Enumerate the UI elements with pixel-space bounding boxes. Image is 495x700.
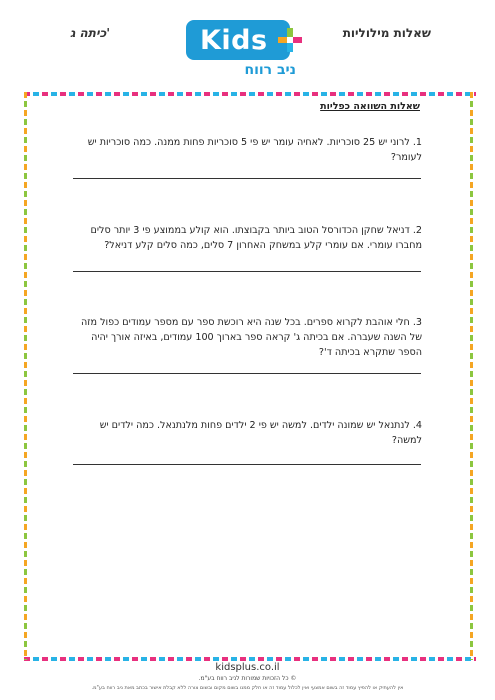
kids-plus-logo xyxy=(186,20,306,82)
frame-bottom-border xyxy=(24,657,476,661)
plus-icon xyxy=(278,28,302,52)
frame-left-border xyxy=(24,92,27,660)
question-3: 3. חלי אוהבת לקרוא ספרים. בכל שנה היא רוכשת ספר עם מספר עמודים כפול מזה של השנה שעברה. אם בכיתה ג' קראה ספר בארוך 100 עמודים, באיזה אורך יהיה הספר שתקרא בכיתה ד'? xyxy=(80,317,422,358)
question-2: 2. דניאל שחקן הכדורסל הטוב ביותר בקבוצתו. הוא קולע בממוצע פי 3 יותר סלים מחברו עומרי. אם עומרי קלע במשחק האחרון 7 סלים, כמה סלים קלע דניאל? xyxy=(90,225,422,251)
footer-copyright: © כל הזכויות שמורות לניב רווח בע"מ. xyxy=(198,675,297,682)
logo-box xyxy=(186,20,290,60)
answer-line-3[interactable] xyxy=(73,373,421,374)
frame-top-border xyxy=(24,92,476,96)
section-title: שאלות השוואה כפליות xyxy=(320,101,420,112)
logo-text: Kids xyxy=(200,24,268,56)
answer-line-2[interactable] xyxy=(73,271,421,272)
topic-label: שאלות מילוליות xyxy=(342,26,431,40)
footer-website: kidsplus.co.il xyxy=(215,662,280,673)
answer-line-1[interactable] xyxy=(73,178,421,179)
logo-subtitle: ניב רווח xyxy=(244,62,296,78)
question-4: 4. לנתנאל יש שמונה ילדים. למשה יש פי 2 ילדים פחות מלנתנאל. כמה ילדים יש למשה? xyxy=(99,420,422,446)
answer-line-4[interactable] xyxy=(73,464,421,465)
grade-label: כיתה ג' xyxy=(70,26,110,40)
question-1: 1. לרוני יש 25 סוכריות. לאחיה עומר יש פי 5 סוכריות פחות ממנה. כמה סוכריות יש לעומר? xyxy=(87,137,422,163)
frame-right-border xyxy=(470,92,473,660)
footer-legal-notice: אין להעתיק או להפיץ עמוד זה בשום אמצעי ואין לכלול עמוד זה או חלק ממנו בשום מקום ובשום צורה ללא קבלת אישור בכתב מאת ניב רווח בע"מ. xyxy=(91,685,404,691)
